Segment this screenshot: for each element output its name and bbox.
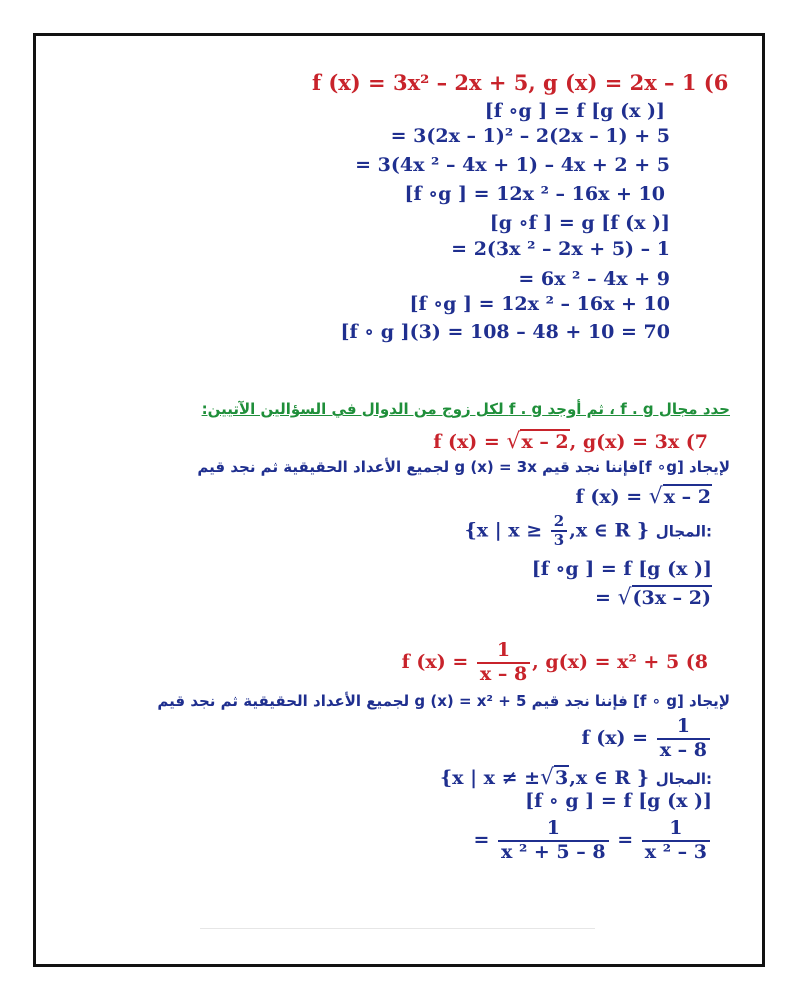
q8-result: = $\frac{1}{\text{x ² + 5 – 8}}$ = $\frac{1}{\text{x ² – 3}}$: [473, 818, 712, 864]
q6-header: f (x) = 3x² – 2x + 5, g (x) = 2x – 1 (6: [312, 70, 729, 95]
q8-f-definition: f (x) = $\frac{1}{x - 8}$: [581, 716, 712, 762]
instruction-heading: حدد مجال f . g ، ثم أوجد f . g لكل زوج من الدوال في السؤالين الآتيين:: [201, 400, 730, 418]
q6-line: [f ∘g ] = 12x ² – 16x + 10: [404, 183, 665, 205]
q8-explanation: لإيجاد [f ∘ g] فإننا نجد قيم g (x) = x² + 5 لجميع الأعداد الحقيقية ثم نجد قيم: [157, 692, 730, 710]
q6-line: [f ∘ g ](3) = 108 – 48 + 10 = 70: [340, 321, 670, 343]
q6-line: [f ∘g ] = f [g (x )]: [484, 100, 665, 122]
q6-line: = 3(4x ² – 4x + 1) – 4x + 2 + 5: [355, 154, 670, 176]
q7-f-definition: f (x) = √x – 2: [575, 484, 711, 509]
q6-line: [g ∘f ] = g [f (x )]: [489, 212, 670, 234]
q7-explanation: لإيجاد [f ∘g]فإننا نجد قيم g (x) = 3x لجميع الأعداد الحقيقية ثم نجد قيم: [197, 458, 730, 476]
q6-line: [f ∘g ] = 12x ² – 16x + 10: [409, 293, 670, 315]
q6-line: = 3(2x – 1)² – 2(2x – 1) + 5: [390, 125, 670, 147]
q6-line: = 6x ² – 4x + 9: [518, 268, 670, 290]
q6-line: = 2(3x ² – 2x + 5) – 1: [451, 238, 670, 260]
q8-composition: [f ∘ g ] = f [g (x )]: [525, 790, 712, 812]
q7-result: = √(3x – 2): [595, 585, 711, 610]
q8-header: f (x) = $\frac{1}{x - 8}$ , g(x) = x² + 5 (8: [401, 639, 708, 685]
q8-domain: {x | x ≠ ±√3,x ∈ R } المجال:: [439, 765, 712, 790]
q7-header: f (x) = √x – 2, g(x) = 3x (7: [433, 429, 708, 454]
q7-domain-label: المجال:: [655, 522, 712, 541]
q7-composition: [f ∘g ] = f [g (x )]: [531, 558, 712, 580]
q7-domain: {x | x ≥ $\frac{2}{3}$ ,x ∈ R } المجال:: [464, 512, 712, 550]
footer-rule: [200, 928, 595, 929]
q8-domain-label: المجال:: [655, 770, 712, 788]
